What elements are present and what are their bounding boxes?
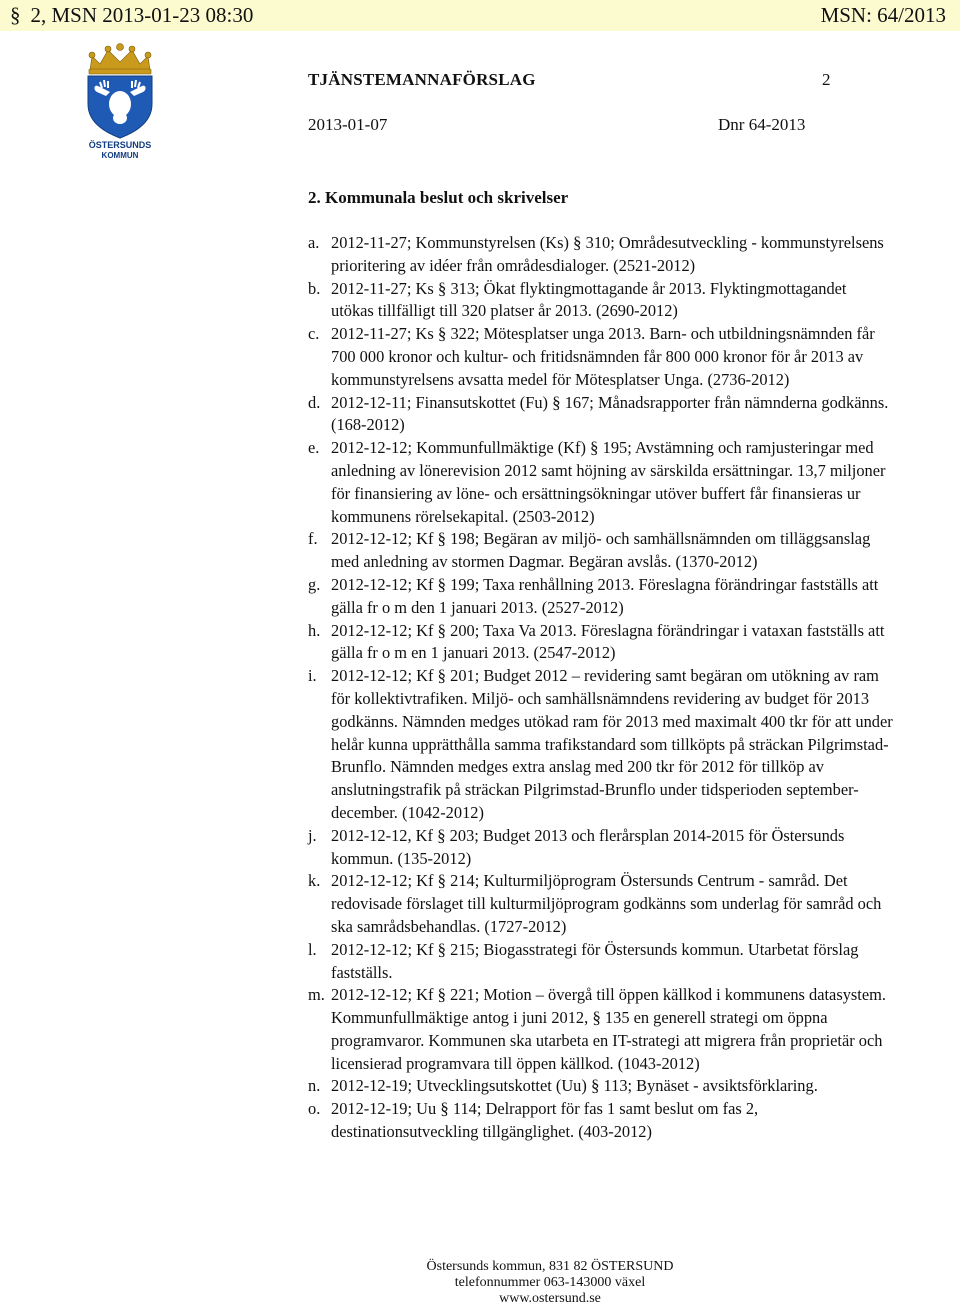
list-item-text-part: 215; Biogasstrategi för Östersunds kommun. Utarbetat förslag fastställs. bbox=[331, 939, 859, 982]
list-item-letter: i. bbox=[308, 666, 317, 686]
list-item-text bbox=[331, 393, 888, 435]
list-item-letter: o. bbox=[308, 1099, 321, 1119]
banner-meeting-info: 2, MSN 2013-01-23 08:30 bbox=[30, 3, 254, 27]
list-item-text bbox=[331, 575, 878, 617]
list-item-text-part: 2012-12-12; Kf bbox=[331, 871, 438, 891]
list-item-text-part: 2012-11-27; Kommunstyrelsen (Ks) bbox=[331, 233, 574, 252]
list-item-text bbox=[331, 826, 844, 868]
paragraph-sign: § bbox=[437, 939, 447, 959]
paragraph-sign: § bbox=[437, 278, 447, 298]
paragraph-sign: § bbox=[440, 1099, 449, 1119]
document-banner bbox=[0, 0, 960, 31]
list-item-text bbox=[331, 324, 875, 389]
list-item-text bbox=[331, 279, 846, 321]
list-item-letter: f. bbox=[308, 529, 318, 549]
list-item bbox=[308, 870, 893, 938]
list-item-text-part: 203; Budget 2013 och flerårsplan 2014-2015 för Östersunds kommun. (135-2012) bbox=[331, 825, 845, 868]
paragraph-sign: § bbox=[437, 574, 447, 594]
list-item-text bbox=[331, 1076, 818, 1095]
list-item-text-part: 322; Mötesplatser unga 2013. Barn- och utbildningsnämnden får 700 000 kronor och kultur- och fritidsnämnden får 800 000 kronor för år 2013 av kommunstyrelsens avsatta medel för Mötesplatser Unga. (2736-2012) bbox=[331, 324, 875, 389]
footer-phone: telefonnummer 063-143000 växel bbox=[454, 1275, 646, 1290]
paragraph-sign: § bbox=[437, 620, 447, 640]
list-item bbox=[308, 939, 893, 985]
banner-msn-number: MSN: 64/2013 bbox=[820, 3, 946, 27]
crown-icon bbox=[89, 44, 151, 75]
list-item bbox=[308, 278, 893, 324]
list-item-text-part: 198; Begäran av miljö- och samhällsnämnden om tilläggsanslag med anledning av stormen Dagmar. Begäran avslås. (1370-2012) bbox=[331, 529, 871, 572]
list-item-text-part: 310; Områdesutveckling - kommunstyrelsens prioritering av idéer från områdesdialoger. (2521-2012) bbox=[331, 233, 884, 275]
paragraph-sign: § bbox=[437, 666, 447, 686]
section-heading: 2. Kommunala beslut och skrivelser bbox=[308, 188, 569, 207]
list-item bbox=[308, 392, 893, 438]
list-item-text-part: 2012-12-12, Kf bbox=[331, 825, 438, 845]
diary-number: Dnr 64-2013 bbox=[718, 115, 806, 134]
list-item-text bbox=[331, 666, 893, 822]
list-item-letter: g. bbox=[308, 574, 321, 594]
logo-text-line2: KOMMUN bbox=[101, 151, 139, 160]
list-item-text-part: 2012-12-12; Kf bbox=[331, 574, 438, 594]
list-item-text-part: 221; Motion – övergå till öppen källkod i kommunens datasystem. Kommunfullmäktige antog i juni 2012, bbox=[331, 985, 886, 1028]
list-item-text-part: 2012-12-19; Uu bbox=[331, 1099, 441, 1119]
list-item-letter: h. bbox=[308, 620, 321, 640]
list-item-letter: l. bbox=[308, 939, 317, 959]
list-item-text-part: 167; Månadsrapporter från nämnderna godkänns. (168-2012) bbox=[331, 392, 889, 435]
list-item-text-part: 313; Ökat flyktingmottagande år 2013. Flyktingmottagandet utökas tillfälligt till 320 platser år 2013. (2690-2012) bbox=[331, 278, 847, 321]
paragraph-sign: § bbox=[437, 529, 447, 549]
list-item-text-part: 2012-12-12; Kommunfullmäktige (Kf) bbox=[331, 438, 591, 458]
list-item-letter: e. bbox=[308, 438, 320, 458]
footer-address: Östersunds kommun, 831 82 ÖSTERSUND bbox=[426, 1259, 674, 1274]
list-item bbox=[308, 984, 893, 1075]
section-sign: § bbox=[10, 3, 21, 27]
list-item bbox=[308, 1098, 893, 1144]
list-item-text-part: 2012-12-12; Kf bbox=[331, 666, 438, 686]
decision-list bbox=[308, 232, 893, 1144]
paragraph-sign: § bbox=[592, 1008, 601, 1028]
logo-text-line1: ÖSTERSUNDS bbox=[88, 140, 152, 150]
list-item-text-part: 2012-12-11; Finansutskottet (Fu) bbox=[331, 392, 553, 412]
list-item-letter: k. bbox=[308, 871, 321, 891]
list-item-text-part: 2012-12-12; Kf bbox=[331, 939, 438, 959]
list-item-text-part: 201; Budget 2012 – revidering samt begäran om utökning av ram för kollektivtrafiken. Miljö- och samhällsnämndens revidering av budget för 2013 godkänns. Nämnden medges utökad ram för 2013 med maximalt 400 tkr för att under helår kunna upprätthålla samma trafikstandard som tillköpts på sträckan Pilgrimstad-Brunflo. Nämnden medges extra anslag med 200 tkr för 2012 för tillköp av anslutningstrafik på sträckan Pilgrimstad-Brunflo under tidsperioden september-december. (1042-2012) bbox=[331, 666, 893, 822]
list-item-text-part: 2012-12-12; Kf bbox=[331, 529, 438, 549]
list-item-text-part: 2012-12-19; Utvecklingsutskottet (Uu) bbox=[331, 1076, 591, 1096]
list-item-text bbox=[331, 871, 881, 936]
list-item-text bbox=[331, 621, 884, 663]
list-item-letter: j. bbox=[308, 825, 317, 845]
list-item-text-part: 214; Kulturmiljöprogram Östersunds Centrum - samråd. Det redovisade förslaget till kulturmiljöprogram godkänns som underlag för samråd och ska samrådsbehandlas. (1727-2012) bbox=[331, 871, 882, 936]
list-item bbox=[308, 825, 893, 871]
list-item-letter: n. bbox=[308, 1076, 321, 1096]
list-item-text-part: 2012-11-27; Ks bbox=[331, 324, 438, 344]
list-item-text bbox=[331, 438, 885, 525]
document-date: 2013-01-07 bbox=[308, 115, 388, 134]
paragraph-sign: § bbox=[590, 1076, 600, 1096]
list-item-text-part: 114; Delrapport för fas 1 samt beslut om fas 2, destinationsutveckling tillgänglighet. (403-2012) bbox=[331, 1099, 759, 1142]
document-type-title: TJÄNSTEMANNAFÖRSLAG bbox=[308, 70, 536, 89]
page-footer bbox=[380, 1259, 720, 1307]
municipality-coat-of-arms-logo bbox=[80, 42, 160, 160]
list-item bbox=[308, 574, 893, 620]
list-item-text-part: 2012-12-12; Kf bbox=[331, 985, 438, 1005]
list-item-text bbox=[331, 985, 886, 1072]
paragraph-sign: § bbox=[437, 985, 447, 1005]
list-item-letter: m. bbox=[308, 985, 325, 1005]
paragraph-sign: § bbox=[437, 871, 447, 891]
paragraph-sign: § bbox=[573, 233, 582, 252]
paragraph-sign: § bbox=[552, 392, 561, 412]
footer-website: www.ostersund.se bbox=[499, 1291, 601, 1306]
list-item bbox=[308, 232, 893, 278]
list-item-letter: c. bbox=[308, 324, 320, 344]
list-item-letter: d. bbox=[308, 392, 321, 412]
list-item-text-part: 135 en generell strategi om öppna programvaror. Kommunen ska utarbeta en IT-strategi att migrera från proprietär och licensierad programvara till öppen källkod. (1043-2012) bbox=[331, 1008, 883, 1073]
list-item-text bbox=[331, 529, 870, 571]
list-item-text-part: 195; Avstämning och ramjusteringar med anledning av lönerevision 2012 samt höjning av särskilda ersättningar. 13,7 miljoner för finansiering av löne- och ersättningsökningar utöver buffert får finansieras ur kommunens rörelsekapital. (2503-2012) bbox=[331, 438, 886, 526]
paragraph-sign: § bbox=[437, 825, 446, 845]
list-item-letter: b. bbox=[308, 278, 321, 298]
list-item-text-part: 113; Bynäset - avsiktsförklaring. bbox=[599, 1076, 818, 1096]
list-item-text-part: 2012-12-12; Kf bbox=[331, 620, 438, 640]
list-item bbox=[308, 1075, 893, 1098]
list-item bbox=[308, 437, 893, 528]
list-item-text-part: 2012-11-27; Ks bbox=[331, 278, 438, 298]
paragraph-sign: § bbox=[590, 438, 599, 458]
list-item bbox=[308, 620, 893, 666]
list-item bbox=[308, 528, 893, 574]
list-item-text bbox=[331, 233, 884, 275]
paragraph-sign: § bbox=[437, 324, 447, 344]
list-item bbox=[308, 323, 893, 391]
list-item-text-part: 199; Taxa renhållning 2013. Föreslagna förändringar fastställs att gälla fr o m den 1 januari 2013. (2527-2012) bbox=[331, 574, 879, 617]
list-item-text-part: 200; Taxa Va 2013. Föreslagna förändringar i vataxan fastställs att gälla fr o m en 1 januari 2013. (2547-2012) bbox=[331, 620, 885, 663]
list-item-letter: a. bbox=[308, 233, 320, 252]
list-item-text bbox=[331, 940, 858, 982]
page-number: 2 bbox=[822, 70, 831, 89]
list-item-text bbox=[331, 1099, 758, 1141]
list-item bbox=[308, 665, 893, 825]
